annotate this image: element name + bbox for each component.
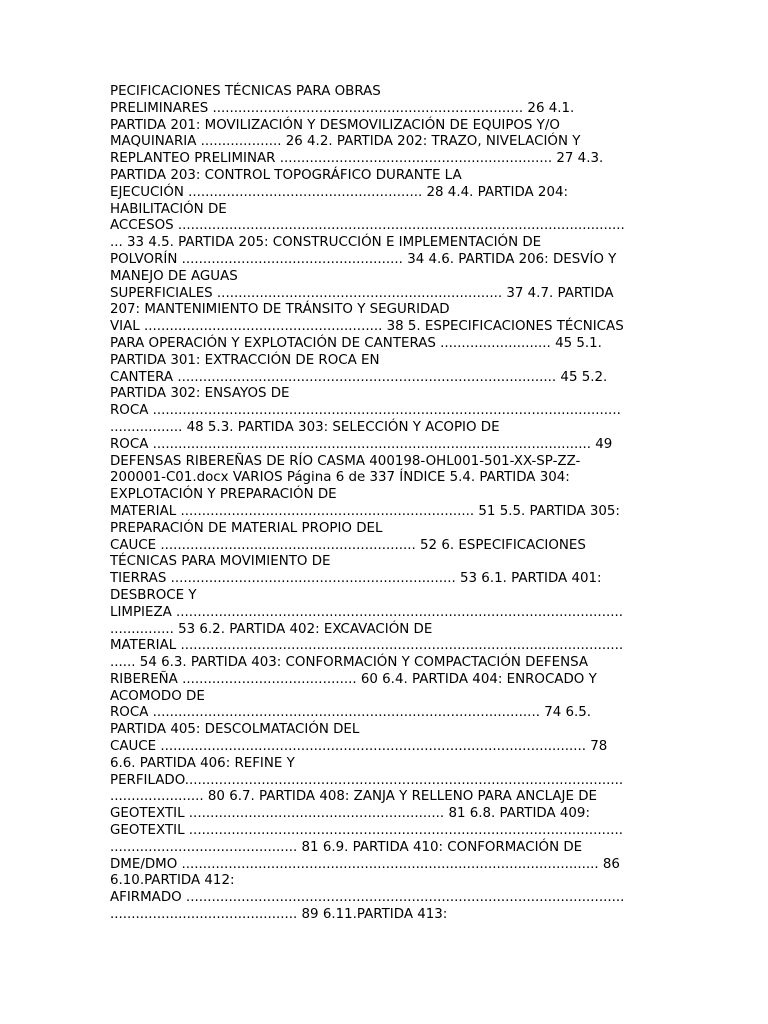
toc-line: GEOTEXTIL ...................................................................................................... [110,823,623,839]
toc-line: LIMPIEZA ......................................................................................................... [110,604,623,620]
toc-line: PARTIDA 203: CONTROL TOPOGRÁFICO DURANTE LA [110,167,462,183]
toc-line: HABILITACIÓN DE [110,201,227,217]
toc-line: ............................................ 89 6.11.PARTIDA 413: [110,907,448,923]
toc-line: POLVORÍN .................................................... 34 4.6. PARTIDA 206: DESVÍO Y [110,251,617,267]
toc-line: RIBEREÑA ......................................... 60 6.4. PARTIDA 404: ENROCADO Y [110,671,597,687]
toc-line: TÉCNICAS PARA MOVIMIENTO DE [110,554,331,570]
toc-line: PARTIDA 302: ENSAYOS DE [110,386,290,402]
toc-line: EXPLOTACIÓN Y PREPARACIÓN DE [110,487,337,503]
toc-line: PREPARACIÓN DE MATERIAL PROPIO DEL [110,520,383,536]
toc-line: ...................... 80 6.7. PARTIDA 408: ZANJA Y RELLENO PARA ANCLAJE DE [110,789,597,805]
toc-line: ACOMODO DE [110,688,205,704]
toc-line: MATERIAL ........................................................................................................ [110,638,624,654]
toc-line: REPLANTEO PRELIMINAR ................................................................ 27 4.3. [110,151,604,167]
toc-line: ............... 53 6.2. PARTIDA 402: EXCAVACIÓN DE [110,621,433,637]
toc-line: ROCA .............................................................................................................. [110,403,621,419]
toc-line: ACCESOS ......................................................................................................... [110,218,625,234]
toc-line: MAQUINARIA ................... 26 4.2. PARTIDA 202: TRAZO, NIVELACIÓN Y [110,134,581,150]
toc-line: 6.10.PARTIDA 412: [110,873,235,889]
toc-line: CANTERA ......................................................................................... 45 5.2. [110,369,608,385]
toc-line: CAUCE ............................................................ 52 6. ESPECIFICACIONES [110,537,586,553]
toc-line: 6.6. PARTIDA 406: REFINE Y [110,755,295,771]
toc-line: ...... 54 6.3. PARTIDA 403: CONFORMACIÓN Y COMPACTACIÓN DEFENSA [110,655,589,671]
toc-line: VIAL ........................................................ 38 5. ESPECIFICACIONES TÉCNICAS [110,319,624,335]
toc-line: ............................................ 81 6.9. PARTIDA 410: CONFORMACIÓN DE [110,839,583,855]
toc-line: 207: MANTENIMIENTO DE TRÁNSITO Y SEGURIDAD [110,302,450,318]
page-header-line: 200001-C01.docx VARIOS Página 6 de 337 ÍNDICE 5.4. PARTIDA 304: [110,470,570,486]
toc-line: PARA OPERACIÓN Y EXPLOTACIÓN DE CANTERAS .......................... 45 5.1. [110,335,602,351]
toc-line: PARTIDA 301: EXTRACCIÓN DE ROCA EN [110,352,380,368]
toc-line: SUPERFICIALES ................................................................... 37 4.7. PARTIDA [110,285,614,301]
toc-line: PARTIDA 405: DESCOLMATACIÓN DEL [110,722,360,738]
toc-line: EJECUCIÓN ....................................................... 28 4.4. PARTIDA 204: [110,184,569,200]
table-of-contents [110,84,670,924]
toc-line: MANEJO DE AGUAS [110,268,238,284]
toc-line: PRELIMINARES ......................................................................... 26 4.1. [110,100,575,116]
toc-line: MATERIAL ..................................................................... 51 5.5. PARTIDA 305: [110,503,620,519]
toc-line: PERFILADO....................................................................................................... [110,772,624,788]
toc-line: ROCA ....................................................................................................... 49 [110,436,613,452]
toc-line: DESBROCE Y [110,587,197,603]
toc-line: AFIRMADO ....................................................................................................... [110,890,625,906]
toc-line: DME/DMO .................................................................................................. 86 [110,856,620,872]
toc-line: TIERRAS ................................................................... 53 6.1. PARTIDA 401: [110,571,602,587]
toc-line: ... 33 4.5. PARTIDA 205: CONSTRUCCIÓN E IMPLEMENTACIÓN DE [110,235,542,251]
toc-line: CAUCE .................................................................................................... 78 [110,739,608,755]
toc-line: PARTIDA 201: MOVILIZACIÓN Y DESMOVILIZACIÓN DE EQUIPOS Y/O [110,117,560,133]
toc-line: GEOTEXTIL ............................................................ 81 6.8. PARTIDA 409: [110,806,590,822]
toc-line: ................. 48 5.3. PARTIDA 303: SELECCIÓN Y ACOPIO DE [110,419,500,435]
toc-line: ROCA ........................................................................................... 74 6.5. [110,705,592,721]
page-header-line: DEFENSAS RIBEREÑAS DE RÍO CASMA 400198-OHL001-501-XX-SP-ZZ- [110,453,581,469]
toc-line: PECIFICACIONES TÉCNICAS PARA OBRAS [110,84,381,99]
